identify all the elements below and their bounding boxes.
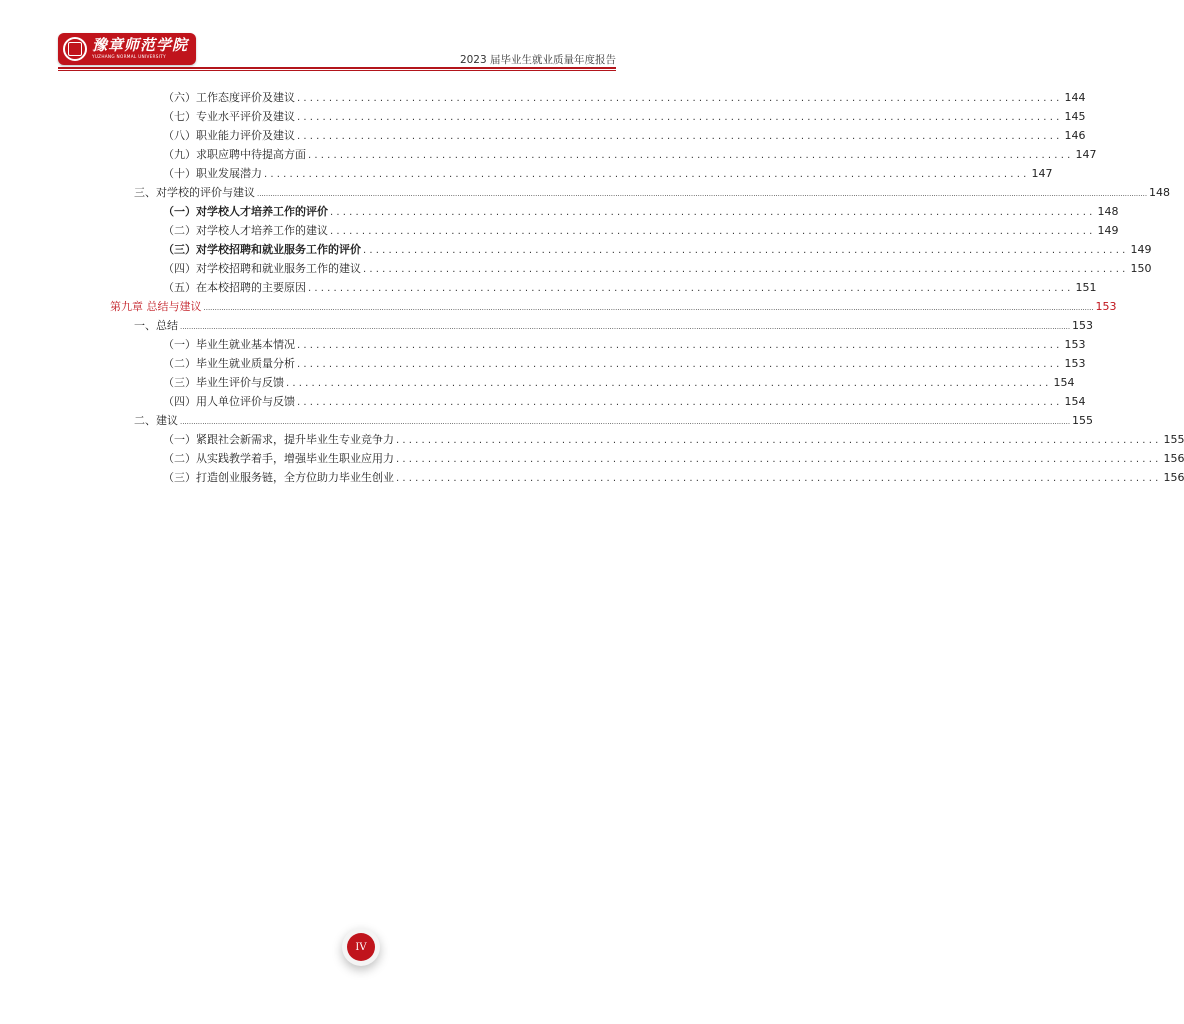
toc-entry-label: （八）职业能力评价及建议 [163,129,295,142]
toc-entry[interactable] [163,88,1086,107]
toc-entry-page: 147 [1075,148,1097,161]
toc-dot-leader: ........................................................................................................................ [396,454,1162,465]
toc-entry[interactable] [163,449,1184,468]
toc-dot-leader: ........................................................................................................................ [297,131,1063,142]
toc-entry-page: 146 [1064,129,1086,142]
header-divider [58,67,616,69]
toc-entry-label: （九）求职应聘中待提高方面 [163,148,306,161]
toc-entry-page: 153 [1072,319,1094,332]
toc-dot-leader: ........................................................................................................................ [264,169,1030,180]
toc-entry-label: （五）在本校招聘的主要原因 [163,281,306,294]
toc-dot-leader: ........................................................................................................................ [297,397,1063,408]
toc-entry[interactable] [163,468,1184,487]
toc-entry-label: （四）用人单位评价与反馈 [163,395,295,408]
logo-chinese-name: 豫章师范学院 [92,36,189,55]
toc-entry-page: 147 [1031,167,1053,180]
toc-entry[interactable] [163,392,1086,411]
toc-entry-label: （一）对学校人才培养工作的评价 [163,205,328,218]
university-emblem-icon [63,37,87,61]
toc-entry-label: （三）打造创业服务链，全方位助力毕业生创业 [163,471,394,484]
logo-english-name: YUZHANG NORMAL UNIVERSITY [92,54,166,60]
toc-entry[interactable] [110,297,1117,316]
toc-entry[interactable] [163,430,1184,449]
toc-entry[interactable] [163,354,1086,373]
toc-entry-label: 一、总结 [134,319,178,332]
toc-entry-page: 155 [1072,414,1094,427]
toc-entry-label: （六）工作态度评价及建议 [163,91,295,104]
toc-entry-label: 第九章 总结与建议 [110,300,202,313]
toc-entry-page: 148 [1149,186,1171,199]
toc-dot-leader: ................................................................................................................................................................................................................................................................................................................................................................................................................ [180,323,1071,331]
university-logo [58,33,196,65]
page-number-badge [342,928,380,966]
toc-entry-page: 145 [1064,110,1086,123]
toc-entry-page: 155 [1163,433,1184,446]
toc-entry[interactable] [163,107,1086,126]
toc-entry[interactable] [163,126,1086,145]
toc-entry-page: 148 [1097,205,1119,218]
toc-dot-leader: ........................................................................................................................ [297,359,1063,370]
toc-dot-leader: ................................................................................................................................................................................................................................................................................................................................................................................................................ [180,418,1071,426]
toc-entry-label: （七）专业水平评价及建议 [163,110,295,123]
toc-entry-label: （一）毕业生就业基本情况 [163,338,295,351]
toc-entry[interactable] [163,221,1119,240]
toc-dot-leader: ........................................................................................................................ [330,226,1096,237]
toc-dot-leader: ........................................................................................................................ [308,150,1074,161]
toc-entry-page: 153 [1064,338,1086,351]
toc-dot-leader: ................................................................................................................................................................................................................................................................................................................................................................................................................ [203,304,1094,312]
toc-dot-leader: ........................................................................................................................ [297,93,1063,104]
toc-entry-label: 三、对学校的评价与建议 [134,186,255,199]
toc-dot-leader: ........................................................................................................................ [308,283,1074,294]
report-title: 2023 届毕业生就业质量年度报告 [459,54,616,66]
toc-entry-label: （三）毕业生评价与反馈 [163,376,284,389]
toc-entry-page: 156 [1163,471,1184,484]
toc-entry[interactable] [163,335,1086,354]
toc-entry[interactable] [134,316,1094,335]
toc-entry-page: 156 [1163,452,1184,465]
toc-entry[interactable] [163,202,1119,221]
toc-entry-label: （一）紧跟社会新需求，提升毕业生专业竞争力 [163,433,394,446]
toc-dot-leader: ........................................................................................................................ [396,435,1162,446]
toc-entry-label: （二）毕业生就业质量分析 [163,357,295,370]
toc-entry-label: （二）对学校人才培养工作的建议 [163,224,328,237]
toc-entry-page: 153 [1095,300,1117,313]
page-number: IV [347,933,375,961]
toc-entry-label: （二）从实践教学着手，增强毕业生职业应用力 [163,452,394,465]
toc-entry[interactable] [163,259,1152,278]
toc-dot-leader: ........................................................................................................................ [297,112,1063,123]
toc-entry-page: 150 [1130,262,1152,275]
toc-dot-leader: ................................................................................................................................................................................................................................................................................................................................................................................................................ [257,190,1148,198]
toc-entry-label: （四）对学校招聘和就业服务工作的建议 [163,262,361,275]
toc-entry[interactable] [163,373,1075,392]
toc-entry-page: 153 [1064,357,1086,370]
toc-dot-leader: ........................................................................................................................ [330,207,1096,218]
toc-entry[interactable] [163,240,1152,259]
toc-entry[interactable] [163,278,1097,297]
toc-entry-page: 149 [1130,243,1152,256]
toc-entry-page: 151 [1075,281,1097,294]
toc-entry-page: 154 [1053,376,1075,389]
toc-entry[interactable] [163,164,1053,183]
toc-entry-page: 149 [1097,224,1119,237]
toc-entry-label: （十）职业发展潜力 [163,167,262,180]
toc-dot-leader: ........................................................................................................................ [286,378,1052,389]
toc-entry[interactable] [134,411,1094,430]
toc-entry[interactable] [163,145,1097,164]
toc-entry-label: 二、建议 [134,414,178,427]
header-divider-thin [58,70,616,71]
toc-dot-leader: ........................................................................................................................ [396,473,1162,484]
toc-entry-label: （三）对学校招聘和就业服务工作的评价 [163,243,361,256]
toc-entry-page: 154 [1064,395,1086,408]
toc-entry-page: 144 [1064,91,1086,104]
toc-dot-leader: ........................................................................................................................ [363,245,1129,256]
toc-dot-leader: ........................................................................................................................ [297,340,1063,351]
toc-dot-leader: ........................................................................................................................ [363,264,1129,275]
toc-entry[interactable] [134,183,1171,202]
